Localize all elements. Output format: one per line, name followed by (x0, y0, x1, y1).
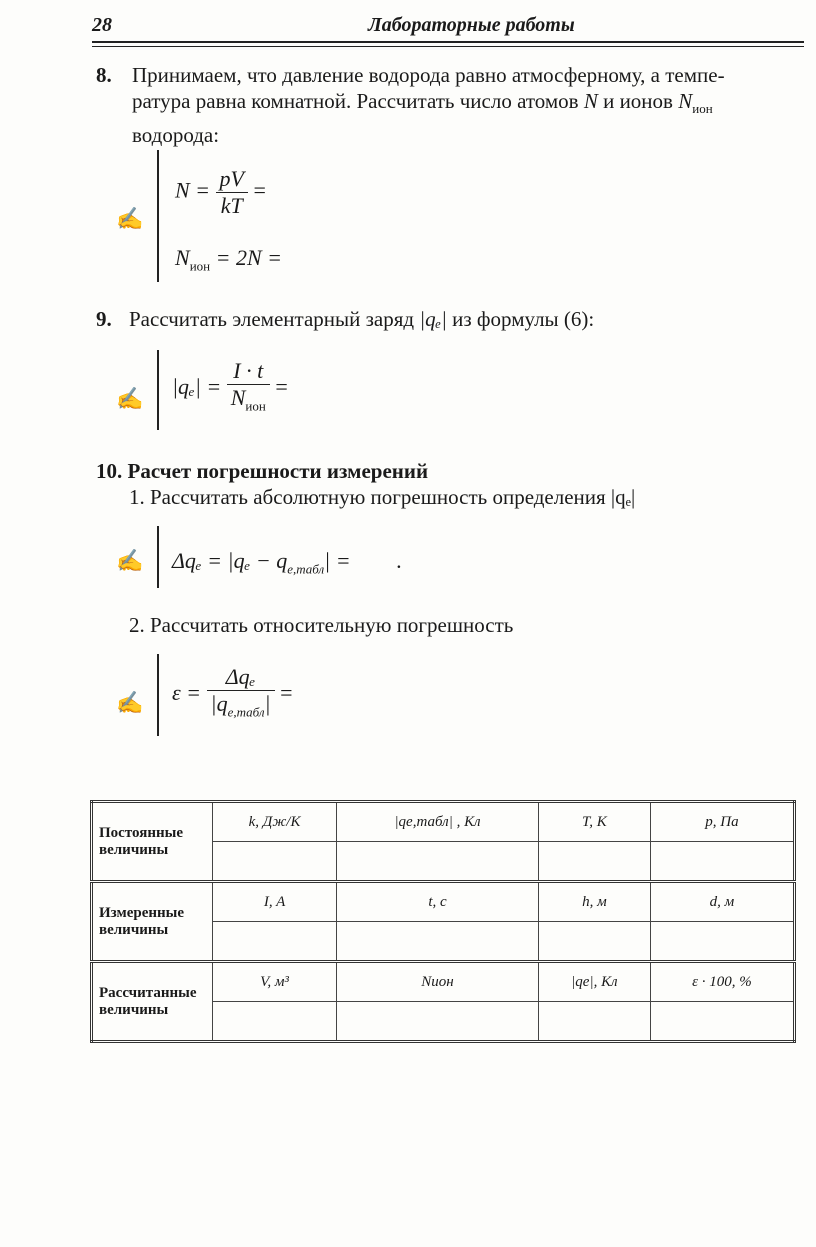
item-8-line-1: Принимаем, что давление водорода равно атмосферному, а темпе- (132, 63, 725, 87)
col-header: t, с (337, 882, 539, 922)
item-10-heading: 10. Расчет погрешности измерений (96, 459, 429, 483)
results-table (90, 800, 796, 1043)
col-header: d, м (650, 882, 794, 922)
pencil-writing-icon: ✍ (116, 548, 144, 573)
col-header: k, Дж/К (213, 802, 337, 842)
formula-N: N = $\frac{pV}{kT}$ = (175, 166, 266, 218)
value-cell[interactable] (213, 1002, 337, 1042)
col-header: I, A (213, 882, 337, 922)
item-8-line-3: водорода: (132, 123, 220, 148)
pencil-writing-icon: ✍ (116, 690, 144, 715)
item-10-step-1: 1. Рассчитать абсолютную погрешность определения |qₑ| (129, 485, 636, 509)
formula-bracket-10-1 (157, 526, 159, 588)
formula-bracket-8 (157, 150, 159, 282)
value-cell[interactable] (538, 922, 650, 962)
running-title: Лабораторные работы (368, 14, 575, 36)
item-10-step-2: 2. Рассчитать относительную погрешность (129, 613, 514, 637)
value-cell[interactable] (337, 842, 539, 882)
row-label-calculated: Рассчитанные величины (92, 962, 213, 1042)
col-header: T, K (538, 802, 650, 842)
formula-bracket-9 (157, 350, 159, 430)
table-row-measured-header (92, 882, 795, 922)
formula-N-denominator: kT (220, 193, 243, 218)
row-label-measured: Измеренные величины (92, 882, 213, 962)
value-cell[interactable] (650, 922, 794, 962)
col-header: p, Па (650, 802, 794, 842)
value-cell[interactable] (650, 1002, 794, 1042)
var-N: N (583, 89, 598, 113)
item-9-number: 9. (96, 307, 112, 331)
value-cell[interactable] (337, 922, 539, 962)
item-8-text (96, 62, 804, 148)
item-8-line-2: ратура равна комнатной. Рассчитать число атомов N и ионов $N_{ион}$ (132, 89, 713, 117)
row-label-constants: Постоянные величины (92, 802, 213, 882)
col-header: |qe|, Кл (538, 962, 650, 1002)
table-row-calculated-header (92, 962, 795, 1002)
table-row-constants-header (92, 802, 795, 842)
value-cell[interactable] (213, 842, 337, 882)
pencil-writing-icon: ✍ (116, 206, 144, 231)
value-cell[interactable] (337, 1002, 539, 1042)
item-9-text: 9. Рассчитать элементарный заряд |qₑ| из формулы (6): (96, 307, 595, 331)
page-number: 28 (92, 14, 112, 36)
col-header: ε · 100, % (650, 962, 794, 1002)
formula-epsilon: ε = $\frac{\text{Δqₑ}}{|q_{e,табл}|}$ = (172, 664, 293, 720)
col-header: V, м³ (213, 962, 337, 1002)
header-rule-thick (92, 41, 804, 43)
pencil-writing-icon: ✍ (116, 386, 144, 411)
item-8-number: 8. (96, 63, 112, 87)
formula-N-numerator: pV (216, 166, 248, 193)
formula-N-ion: $N_{ион} = 2N$ = (175, 245, 282, 274)
col-header: |qe,табл| , Кл (337, 802, 539, 842)
col-header: Nион (337, 962, 539, 1002)
value-cell[interactable] (213, 922, 337, 962)
formula-bracket-10-2 (157, 654, 159, 736)
header-rule-thin (92, 46, 804, 47)
value-cell[interactable] (538, 1002, 650, 1042)
col-header: h, м (538, 882, 650, 922)
value-cell[interactable] (650, 842, 794, 882)
formula-delta-qe: $\Delta q_e = |q_e - q_{e,табл}|$ = . (172, 548, 402, 577)
formula-qe: |qₑ| = $\frac{I \cdot t}{N_{ион}}$ = (172, 358, 288, 414)
value-cell[interactable] (538, 842, 650, 882)
